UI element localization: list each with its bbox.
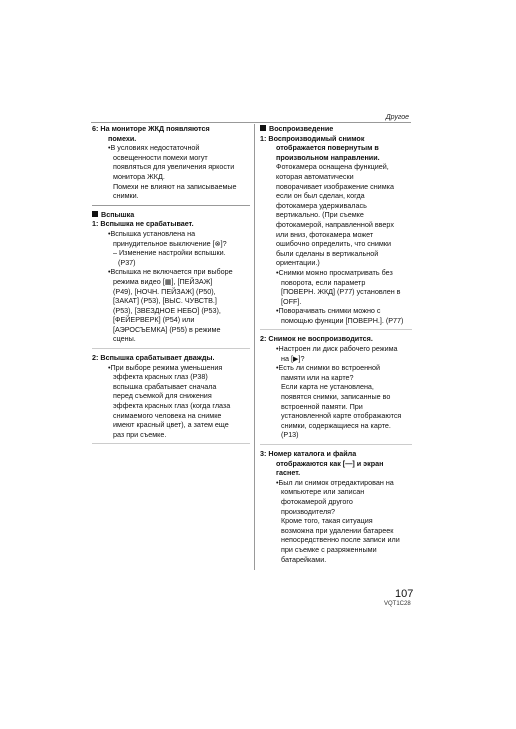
playback-q2-bullet2-line: снимки, содержащиеся на карте. — [281, 420, 391, 430]
playback-heading — [260, 124, 412, 134]
playback-q1-text-line: которая автоматически — [276, 171, 354, 181]
playback-q1-title: отображается повернутым в — [276, 143, 379, 153]
playback-q2-bullet2-line: появятся снимки, записанные во — [281, 392, 391, 402]
flash-q2-title: 2: Вспышка срабатывает дважды. — [92, 353, 215, 363]
flash-q2-bullet-line: •При выборе режима уменьшения — [108, 362, 223, 372]
playback-q1-bullet-line: [OFF]. — [281, 296, 302, 306]
playback-q3-title: отображаются как [—] и экран — [276, 458, 384, 468]
flash-q2-bullet-line: эффекта красных глаз (P38) — [113, 372, 208, 382]
playback-q1-text-line: были сделаны в вертикальной — [276, 248, 379, 258]
playback-q2-bullet2-line: памяти или на карте? — [281, 372, 354, 382]
item6-title-line2: помехи. — [108, 133, 137, 143]
right-column — [260, 124, 412, 564]
item6-bullet-line: освещенности помехи могут — [113, 152, 208, 162]
playback-q1-text-line: Фотокамера оснащена функцией, — [276, 162, 389, 172]
playback-q2-bullet-line: на [▶]? — [281, 353, 305, 363]
playback-q3-bullet-line: при съемке с разряженными — [281, 544, 377, 554]
playback-q1-title: 1: Воспроизводимый снимок — [260, 133, 365, 143]
flash-q2-bullet-line: перед съемкой для снижения — [113, 391, 212, 401]
flash-q1-bullet2-line: (P53), [ЗВЕЗДНОЕ НЕБО] (P53), — [113, 305, 221, 315]
flash-q1-bullet2-line: [ФЕЙЕРВЕРК] (P54) или — [113, 315, 195, 325]
playback-q1-bullet2-line: •Поворачивать снимки можно с — [276, 306, 381, 316]
playback-q2-title: 2: Снимок не воспроизводится. — [260, 334, 373, 344]
flash-q2-bullet-line: вспышка срабатывает сначала — [113, 381, 217, 391]
flash-q1-bullet2-line: •Вспышка не включается при выборе — [108, 267, 233, 277]
flash-q1-bullet2-line: [АЭРОСЪЕМКА] (P55) в режиме — [113, 324, 221, 334]
playback-q1-text-line: если он был сделан, когда — [276, 191, 365, 201]
column-divider — [254, 124, 255, 570]
flash-q1-bullet2-line: [ЗАКАТ] (P53), [ВЫС. ЧУВСТВ.] — [113, 296, 217, 306]
playback-q3-bullet-line: непосредственно после записи или — [281, 535, 400, 545]
playback-q2-bullet2-line: установленной карте отображаются — [281, 411, 402, 421]
flash-q1-bullet-line: •Вспышка установлена на — [108, 228, 196, 238]
item6-bullet-line: появляться для увеличения яркости — [113, 162, 235, 172]
playback-q3-bullet-line: производителя? — [281, 506, 336, 516]
item6-bullet-line: монитора ЖКД. — [113, 171, 165, 181]
playback-q3-bullet-line: •Был ли снимок отредактирован на — [276, 477, 394, 487]
flash-q1-sub-line: (P37) — [118, 257, 136, 267]
flash-q1-bullet-line: принудительное выключение [⊗]? — [113, 238, 227, 248]
item6-bullet-line: •В условиях недостаточной — [108, 143, 200, 153]
flash-q1-bullet2-line: (P49), [НОЧН. ПЕЙЗАЖ] (P50), — [113, 286, 216, 296]
item6-note-line: снимки. — [113, 191, 139, 201]
flash-q2-bullet-line: имеют красный цвет), а затем еще — [113, 420, 229, 430]
section-header: Другое — [385, 114, 409, 121]
playback-q3-title: 3: Номер каталога и файла — [260, 449, 357, 458]
playback-q3-bullet-line: Кроме того, такая ситуация — [281, 516, 373, 526]
playback-q1-text-line: вертикально. (При съемке — [276, 210, 364, 220]
flash-heading — [92, 210, 250, 220]
playback-q2-bullet2-line: встроенной памяти. При — [281, 401, 363, 411]
playback-q1-title: произвольном направлении. — [276, 152, 380, 162]
playback-q3-title: гаснет. — [276, 468, 301, 478]
playback-q1-text-line: фотокамерой, направленной вверх — [276, 219, 394, 229]
playback-q3-bullet-line: фотокамерой другого — [281, 496, 353, 506]
section-rule — [92, 205, 250, 206]
document-code: VQT1C28 — [384, 601, 411, 607]
playback-heading-text: Воспроизведение — [269, 124, 334, 133]
flash-q1-sub-line: – Изменение настройки вспышки. — [113, 248, 226, 258]
header-rule — [91, 122, 411, 123]
playback-q1-text-line: фотокамера удерживалась — [276, 200, 367, 210]
playback-q3-bullet-line: возможна при удалении батареек — [281, 525, 394, 535]
item-rule — [260, 444, 412, 445]
left-column — [92, 124, 250, 448]
flash-q2-bullet-line: раз при съемке. — [113, 429, 167, 439]
flash-heading-text: Вспышка — [101, 209, 135, 219]
item6-title-line1: 6: На мониторе ЖКД появляются — [92, 124, 210, 133]
playback-q2-bullet-line: •Настроен ли диск рабочего режима — [276, 344, 398, 354]
playback-q2-bullet2-line: (P13) — [281, 430, 299, 440]
playback-q2-bullet2-line: Если карта не установлена, — [281, 382, 374, 392]
item-rule — [260, 329, 412, 330]
flash-q1-bullet2-line: режима видео [▦], [ПЕЙЗАЖ] — [113, 276, 213, 286]
playback-q1-bullet-line: •Снимки можно просматривать без — [276, 267, 393, 277]
playback-q1-text-line: ориентации.) — [276, 258, 320, 268]
playback-q1-bullet-line: поворота, если параметр — [281, 277, 366, 287]
playback-q2-bullet2-line: •Есть ли снимки во встроенной — [276, 363, 381, 373]
flash-q1-bullet2-line: сцены. — [113, 334, 136, 344]
square-bullet-icon — [260, 125, 266, 131]
item6-note-line: Помехи не влияют на записываемые — [113, 181, 237, 191]
playback-q3-bullet-line: батарейками. — [281, 554, 327, 564]
flash-q2-bullet-line: эффекта красных глаз (когда глаза — [113, 401, 231, 411]
playback-q1-text-line: или вниз, фотокамера может — [276, 229, 374, 239]
item-rule — [92, 348, 250, 349]
playback-q1-bullet2-line: помощью функции [ПОВЕРН.]. (P77) — [281, 315, 404, 325]
playback-q3-bullet-line: компьютере или записан — [281, 487, 365, 497]
playback-q1-bullet-line: [ПОВЕРН. ЖКД] (P77) установлен в — [281, 287, 401, 297]
flash-q2-bullet-line: снимаемого человека на снимке — [113, 410, 222, 420]
flash-q1-title: 1: Вспышка не срабатывает. — [92, 219, 194, 229]
page-number: 107 — [395, 588, 414, 600]
playback-q1-text-line: поворачивает изображение снимка — [276, 181, 394, 191]
square-bullet-icon — [92, 211, 98, 217]
item-rule — [92, 443, 250, 444]
playback-q1-text-line: ошибочно определить, что снимки — [276, 239, 391, 249]
